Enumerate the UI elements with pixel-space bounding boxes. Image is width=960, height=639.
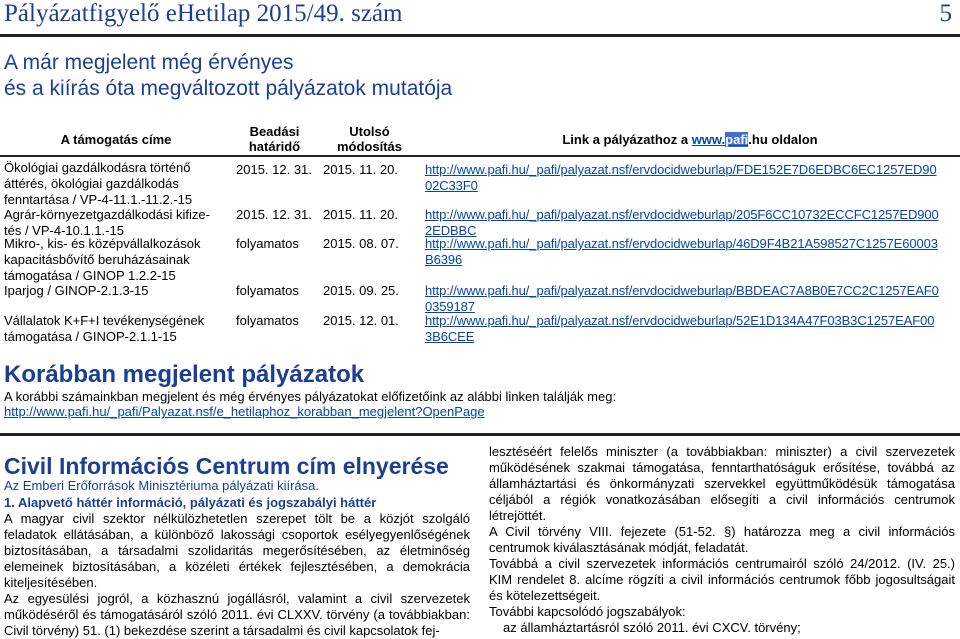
row-4-deadline: folyamatos xyxy=(236,283,299,298)
col-header-name: A támogatás címe xyxy=(60,132,172,147)
row-5-link[interactable] xyxy=(425,313,934,345)
row-1-link[interactable] xyxy=(425,162,937,194)
col-header-link-suffix: oldalon xyxy=(767,132,818,147)
row-2-link-line2: 2EDBBC xyxy=(425,223,477,238)
section-title-line1: A már megjelent még érvényes xyxy=(4,51,294,74)
section-title xyxy=(4,50,452,102)
row-4-link[interactable] xyxy=(425,283,939,315)
row-5-link-line2: 3B6CEE xyxy=(425,329,475,344)
link-domain-b: pafi xyxy=(725,132,749,147)
article-title: Civil Információs Centrum cím elnyerése xyxy=(4,453,449,479)
article-right-paragraph-4: További kapcsolódó jogszabályok: xyxy=(489,604,686,619)
article-right-paragraph-1: lesztéséért felelős miniszter (a továbbiakban: miniszter) a civil szervezetek működésének szakmai támogatása, fenntarthatóságuk erősítése, továbbá az államháztartási és önkormányzati szervekkel együttműködésük támogatása céljából a régiók vonatkozásában elősegíti a civil információs centrumok létrejöttét. xyxy=(489,444,955,523)
col-header-modified xyxy=(317,124,422,154)
row-1-deadline: 2015. 12. 31. xyxy=(236,162,312,177)
col-header-deadline-line1: Beadási xyxy=(249,124,300,139)
article-subtitle: Az Emberi Erőforrások Minisztériuma pályázati kiírása. xyxy=(4,478,319,493)
newsletter-title: Pályázatfigyelő eHetilap 2015/49. szám xyxy=(4,0,403,27)
row-2-name: Agrár-környezetgazdálkodási kifize-tés / VP-4-10.1.1.-15 xyxy=(4,207,210,238)
row-2-modified: 2015. 11. 20. xyxy=(323,207,398,222)
col-header-deadline xyxy=(232,124,317,154)
row-3-name: Mikro-, kis- és középvállalkozások kapacitásbővítő beruházásainak támogatása / GINOP 1.2.2-15 xyxy=(4,236,201,283)
row-4-link-line2: 0359187 xyxy=(425,299,475,314)
row-1-link-line1: http://www.pafi.hu/_pafi/palyazat.nsf/ervdocidweburlap/FDE152E7D6EDBC6EC1257ED90 xyxy=(425,162,937,177)
pafi-site-link[interactable] xyxy=(692,132,749,147)
section-title-line2: és a kiírás óta megváltozott pályázatok mutatója xyxy=(4,77,453,100)
row-3-link-line1: http://www.pafi.hu/_pafi/palyazat.nsf/ervdocidweburlap/46D9F4B21A598527C1257E60003 xyxy=(425,236,938,251)
previous-tenders-link[interactable]: http://www.pafi.hu/_pafi/Palyazat.nsf/e_hetilaphoz_korabban_megjelent?OpenPage xyxy=(4,404,485,419)
row-3-modified: 2015. 08. 07. xyxy=(323,236,399,251)
article-left-paragraph-2: Az egyesülési jogról, a közhasznú jogállásról, valamint a civil szervezetek működéséről és támogatásáról szóló 2011. évi CLXXV. törvény (a továbbiakban: Civil törvény) 51. (1) bekezdése szerint a társadalmi és civil kapcsolatok fej- xyxy=(4,591,470,638)
row-3-link[interactable] xyxy=(425,236,938,268)
header-divider xyxy=(0,34,960,37)
row-5-link-line1: http://www.pafi.hu/_pafi/palyazat.nsf/ervdocidweburlap/52E1D134A47F03B3C1257EAF00 xyxy=(425,313,935,328)
row-5-name: Vállalatok K+F+I tevékenységének támogatása / GINOP-2.1.1-15 xyxy=(4,313,205,344)
row-4-link-line1: http://www.pafi.hu/_pafi/palyazat.nsf/ervdocidweburlap/BBDEAC7A8B0E7CC2C1257EAF0 xyxy=(425,283,939,298)
col-header-modified-line2: módosítás xyxy=(336,139,402,154)
col-header-deadline-line2: határidő xyxy=(248,139,301,154)
col-header-link xyxy=(425,132,955,147)
section-divider xyxy=(0,433,960,436)
link-domain-c: .hu xyxy=(748,132,768,147)
article-right-paragraph-2: A Civil törvény VIII. fejezete (51-52. §) határozza meg a civil információs centrumok kiválasztásának módját, feladatát. xyxy=(489,524,955,555)
row-1-link-line2: 02C33F0 xyxy=(425,178,478,193)
row-2-deadline: 2015. 12. 31. xyxy=(236,207,312,222)
previous-tenders-title: Korábban megjelent pályázatok xyxy=(4,361,365,388)
link-domain-a: www. xyxy=(691,132,726,147)
row-4-modified: 2015. 09. 25. xyxy=(323,283,399,298)
article-left-column xyxy=(4,511,470,639)
row-5-deadline: folyamatos xyxy=(236,313,299,328)
row-2-link-line1: http://www.pafi.hu/_pafi/palyazat.nsf/ervdocidweburlap/205F6CC10732ECCFC1257ED900 xyxy=(425,207,939,222)
page-number: 5 xyxy=(939,0,952,27)
row-3-deadline: folyamatos xyxy=(236,236,299,251)
table-header-divider xyxy=(0,155,960,157)
article-right-list-item: az államháztartásról szóló 2011. évi CXCV. törvény; xyxy=(503,620,801,635)
row-3-link-line2: B6396 xyxy=(425,252,463,267)
col-header-link-prefix: Link a pályázathoz a xyxy=(562,132,692,147)
article-left-paragraph-1: A magyar civil szektor nélkülözhetetlen szerepet tölt be a közjót szolgáló feladatok ellátásában, a különböző lakossági csoportok esélyegyenlőségének biztosításában, a társadalmi szolidaritás megerősítésében, az életminőség elemeinek biztosításában, a közéleti értékek fejlesztésében, a demokrácia kiteljesítésében. xyxy=(4,511,470,590)
row-4-name: Iparjog / GINOP-2.1.3-15 xyxy=(4,283,149,298)
article-right-paragraph-3: Továbbá a civil szervezetek információs centrumairól szóló 24/2012. (IV. 25.) KIM rendelet 8. alcíme rögzíti a civil információs centrumok főbb jogosultságait és kötelezettségeit. xyxy=(489,556,955,603)
previous-tenders-block xyxy=(4,389,616,419)
row-1-name: Ökológiai gazdálkodásra történő áttérés, ökológiai gazdálkodás fenntartása / VP-4-11.1.-11.2.-15 xyxy=(4,160,193,207)
row-5-modified: 2015. 12. 01. xyxy=(323,313,399,328)
row-2-link[interactable] xyxy=(425,207,939,239)
article-heading: 1. Alapvető háttér információ, pályázati és jogszabályi háttér xyxy=(4,495,377,510)
col-header-modified-line1: Utolsó xyxy=(349,124,390,139)
previous-tenders-text: A korábbi számainkban megjelent és még érvényes pályázatokat előfizetőink az alábbi linken találják meg: xyxy=(4,389,617,404)
row-1-modified: 2015. 11. 20. xyxy=(323,162,398,177)
article-right-column xyxy=(489,444,955,636)
